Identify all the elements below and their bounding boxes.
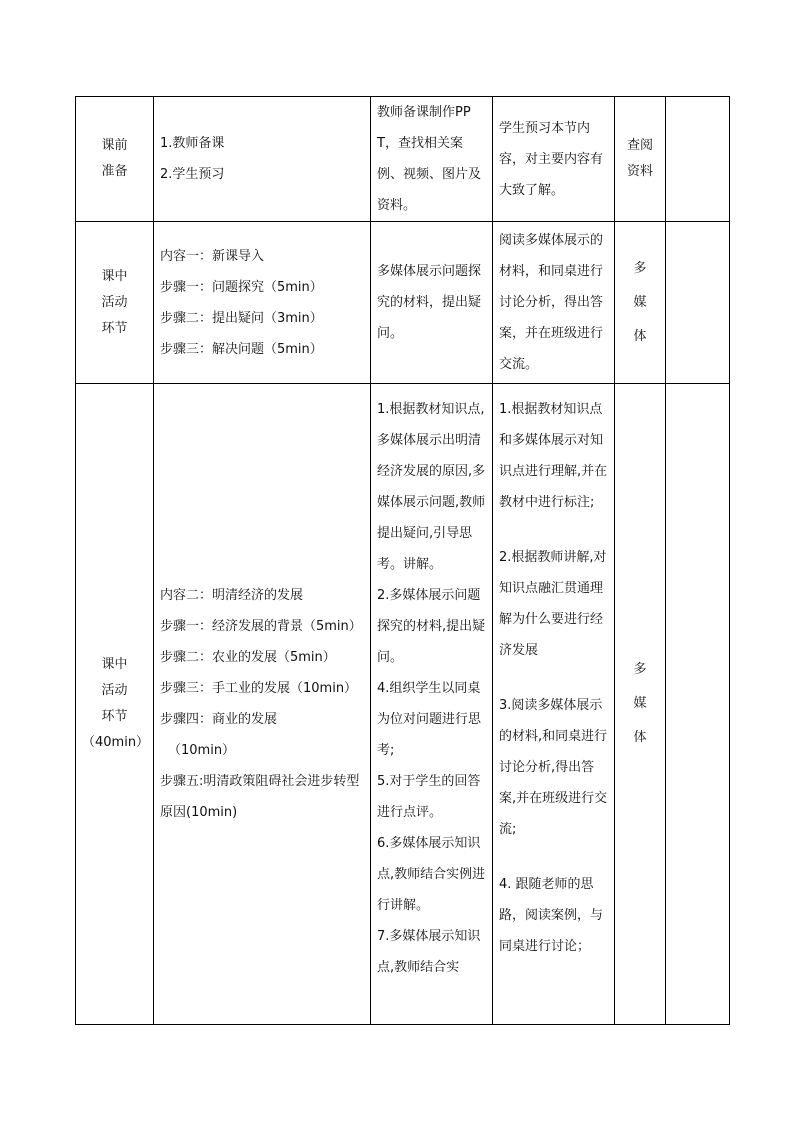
- content-line: 步骤四：商业的发展: [160, 712, 278, 727]
- teacher-activity-text: 7.多媒体展示知识点,教师结合实: [377, 929, 481, 975]
- stage-line: 活动: [101, 683, 128, 698]
- content-line: 步骤五:明清政策阻碍社会进步转型原因(10min): [160, 774, 360, 820]
- table-row: [76, 384, 730, 1025]
- resource-line: 体: [633, 730, 647, 745]
- empty-cell: [666, 384, 730, 1025]
- stage-cell: [76, 222, 154, 384]
- teacher-activity-text: 多媒体展示问题探究的材料，提出疑问。: [377, 264, 482, 341]
- student-activity-text: 3.阅读多媒体展示的材料,和同桌进行讨论分析,得出答案,并在班级进行交流;: [499, 698, 608, 837]
- content-line: （10min）: [168, 743, 236, 758]
- teacher-activity-cell: [371, 384, 493, 1025]
- teacher-activity-text: 1.根据教材知识点,多媒体展示出明清经济发展的原因,多媒体展示问题,教师提出疑问,引导思考。讲解。: [377, 402, 486, 572]
- teacher-activity-text: 教师备课制作PPT，查找相关案例、视频、图片及资料。: [377, 105, 482, 213]
- student-activity-text: 2.根据教师讲解,对知识点融汇贯通理解为什么要进行经济发展: [499, 550, 607, 658]
- empty-cell: [666, 97, 730, 222]
- lesson-plan-table: [75, 96, 730, 1025]
- stage-cell: [76, 384, 154, 1025]
- content-line: 步骤一：问题探究（5min）: [160, 279, 323, 295]
- resource-line: 多: [633, 662, 647, 677]
- resource-cell: [615, 384, 666, 1025]
- stage-line: 课前: [101, 138, 128, 153]
- teacher-activity-text: 2.多媒体展示问题探究的材料,提出疑问。: [377, 588, 486, 665]
- content-line: 1.教师备课: [160, 136, 225, 151]
- content-line: 2.学生预习: [160, 167, 225, 182]
- content-cell: [154, 222, 371, 384]
- stage-line: 环节: [101, 709, 128, 724]
- table-row: [76, 222, 730, 384]
- empty-cell: [666, 222, 730, 384]
- stage-line: 活动: [101, 294, 128, 310]
- resource-cell: [615, 97, 666, 222]
- stage-cell: [76, 97, 154, 222]
- content-line: 步骤一：经济发展的背景（5min）: [160, 619, 362, 634]
- teacher-activity-text: 6.多媒体展示知识点,教师结合实例进行讲解。: [377, 836, 486, 913]
- content-line: 内容二：明清经济的发展: [160, 588, 304, 603]
- resource-line: 媒: [633, 294, 647, 310]
- student-activity-cell: [493, 97, 615, 222]
- content-line: 步骤二：提出疑问（3min）: [160, 310, 323, 326]
- student-activity-cell: [493, 384, 615, 1025]
- content-line: 步骤三：手工业的发展（10min）: [160, 681, 358, 696]
- stage-line: 准备: [101, 164, 128, 179]
- student-activity-text: 学生预习本节内容，对主要内容有大致了解。: [499, 120, 604, 198]
- student-activity-text: 4. 跟随老师的思路，阅读案例，与同桌进行讨论；: [499, 877, 604, 954]
- teacher-activity-cell: [371, 222, 493, 384]
- stage-line: 环节: [101, 320, 128, 336]
- resource-line: 资料: [626, 164, 653, 179]
- student-activity-cell: [493, 222, 615, 384]
- resource-line: 多: [633, 260, 647, 276]
- table-row: [76, 97, 730, 222]
- resource-cell: [615, 222, 666, 384]
- stage-line: 课中: [101, 268, 128, 284]
- student-activity-text: 阅读多媒体展示的材料，和同桌进行讨论分析，得出答案，并在班级进行交流。: [499, 233, 604, 372]
- stage-line: （40min）: [82, 735, 150, 750]
- teacher-activity-text: 5.对于学生的回答进行点评。: [377, 774, 481, 820]
- stage-line: 课中: [101, 657, 128, 672]
- content-line: 步骤二：农业的发展（5min）: [160, 650, 336, 665]
- content-cell: [154, 384, 371, 1025]
- content-line: 步骤三：解决问题（5min）: [160, 341, 323, 357]
- student-activity-text: 1.根据教材知识点和多媒体展示对知识点进行理解,并在教材中进行标注;: [499, 402, 608, 510]
- resource-line: 体: [633, 328, 647, 344]
- content-line: 内容一：新课导入: [160, 248, 265, 264]
- teacher-activity-cell: [371, 97, 493, 222]
- resource-line: 查阅: [626, 138, 653, 153]
- content-cell: [154, 97, 371, 222]
- teacher-activity-text: 4.组织学生以同桌为位对问题进行思考;: [377, 681, 482, 758]
- resource-line: 媒: [633, 696, 647, 711]
